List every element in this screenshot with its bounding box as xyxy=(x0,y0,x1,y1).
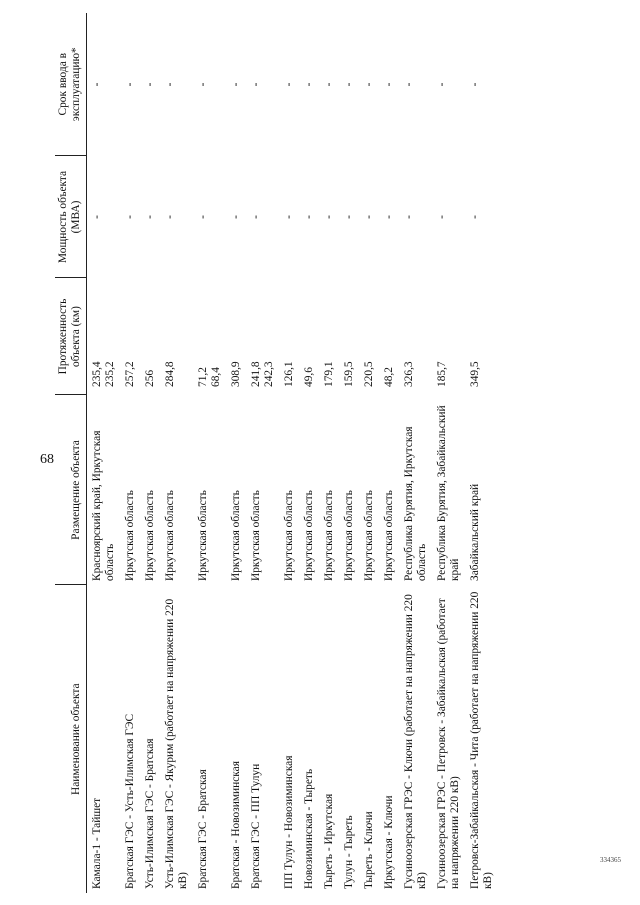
cell-date: - xyxy=(230,82,242,87)
table-header xyxy=(55,13,87,893)
cell-length: 49,6 xyxy=(303,367,315,387)
cell-power: - xyxy=(124,215,136,219)
cell-location: Иркутская область xyxy=(250,490,262,581)
cell-date: - xyxy=(403,82,415,87)
cell-name: Усть-Илимская ГЭС - Якурим (работает на напряжении 220 кВ) xyxy=(164,598,189,889)
cell-date: - xyxy=(469,82,481,87)
cell-length: 284,8 xyxy=(164,361,176,387)
cell-length: 235,4 235,2 xyxy=(91,361,116,387)
cell-power: - xyxy=(303,215,315,219)
cell-location: Иркутская область xyxy=(164,490,176,581)
cell-length: 159,5 xyxy=(343,361,355,387)
table-row xyxy=(193,13,226,893)
cell-name: Тулун - Тыреть xyxy=(343,815,355,889)
cell-power: - xyxy=(469,215,481,219)
header-location: Размещение объекта xyxy=(55,395,87,585)
cell-location: Республика Бурятия, Иркутская область xyxy=(403,426,428,581)
cell-length: 326,3 xyxy=(403,361,415,387)
cell-date: - xyxy=(383,82,395,87)
cell-power: - xyxy=(250,215,262,219)
cell-length: 71,2 68,4 xyxy=(197,367,222,387)
cell-length: 126,1 xyxy=(283,361,295,387)
cell-location: Красноярский край, Иркутская область xyxy=(91,430,116,581)
rotated-table-frame xyxy=(55,13,590,893)
cell-date: - xyxy=(164,82,176,87)
cell-location: Иркутская область xyxy=(230,490,242,581)
cell-length: 48,2 xyxy=(383,367,395,387)
cell-location: Иркутская область xyxy=(383,490,395,581)
cell-date: - xyxy=(91,82,103,87)
cell-length: 185,7 xyxy=(436,361,448,387)
cell-location: Иркутская область xyxy=(144,490,156,581)
table-row xyxy=(87,13,121,893)
cell-name: ПП Тулун - Новозиминская xyxy=(283,755,295,889)
cell-power: - xyxy=(363,215,375,219)
cell-name: Иркутская - Ключи xyxy=(383,795,395,889)
header-length: Протяженность объекта (км) xyxy=(55,278,87,395)
table-body xyxy=(87,13,499,893)
cell-date: - xyxy=(323,82,335,87)
cell-location: Иркутская область xyxy=(343,490,355,581)
cell-location: Иркутская область xyxy=(197,490,209,581)
cell-location: Республика Бурятия, Забайкальский край xyxy=(436,405,461,581)
cell-name: Петровск-Забайкальская - Чита (работает на напряжении 220 кВ) xyxy=(469,591,494,889)
header-date: Срок ввода в эксплуатацию* xyxy=(55,13,87,156)
cell-location: Иркутская область xyxy=(323,490,335,581)
cell-date: - xyxy=(124,82,136,87)
cell-power: - xyxy=(164,215,176,219)
cell-power: - xyxy=(144,215,156,219)
cell-name: Братская ГЭС - ПП Тулун xyxy=(250,763,262,889)
cell-name: Братская ГЭС - Усть-Илимская ГЭС xyxy=(124,713,136,889)
cell-name: Тыреть - Иркутская xyxy=(323,793,335,889)
cell-location: Иркутская область xyxy=(303,490,315,581)
cell-power: - xyxy=(343,215,355,219)
cell-name: Братская ГЭС - Братская xyxy=(197,769,209,889)
table-row xyxy=(379,13,399,893)
cell-date: - xyxy=(197,82,209,87)
table-row xyxy=(120,13,140,893)
cell-date: - xyxy=(250,82,262,87)
cell-length: 256 xyxy=(144,369,156,387)
cell-power: - xyxy=(436,215,448,219)
table-row xyxy=(160,13,193,893)
table-row xyxy=(339,13,359,893)
cell-date: - xyxy=(363,82,375,87)
table-row xyxy=(299,13,319,893)
table-row xyxy=(465,13,498,893)
cell-date: - xyxy=(283,82,295,87)
table-row xyxy=(226,13,246,893)
cell-name: Тыреть - Ключи xyxy=(363,811,375,889)
table-row xyxy=(432,13,465,893)
cell-name: Камала-1 - Тайшет xyxy=(91,797,103,889)
cell-power: - xyxy=(403,215,415,219)
cell-name: Новозиминская - Тыреть xyxy=(303,768,315,889)
cell-power: - xyxy=(91,215,103,219)
cell-length: 241,8 242,3 xyxy=(250,361,275,387)
table-row xyxy=(279,13,299,893)
cell-length: 257,2 xyxy=(124,361,136,387)
cell-location: Иркутская область xyxy=(363,490,375,581)
cell-date: - xyxy=(436,82,448,87)
cell-power: - xyxy=(197,215,209,219)
page-number: 68 xyxy=(40,452,54,467)
table-row xyxy=(140,13,160,893)
cell-length: 179,1 xyxy=(323,361,335,387)
cell-power: - xyxy=(383,215,395,219)
table-row xyxy=(319,13,339,893)
header-name: Наименование объекта xyxy=(55,585,87,893)
cell-name: Гусиноозерская ГРЭС - Петровск - Забайкальская (работает на напряжении 220 кВ) xyxy=(436,598,461,889)
table-row xyxy=(399,13,432,893)
cell-date: - xyxy=(303,82,315,87)
cell-date: - xyxy=(343,82,355,87)
cell-date: - xyxy=(144,82,156,87)
cell-name: Братская - Новозиминская xyxy=(230,761,242,889)
cell-location: Забайкальский край xyxy=(469,483,481,581)
table-row xyxy=(359,13,379,893)
cell-length: 220,5 xyxy=(363,361,375,387)
cell-length: 308,9 xyxy=(230,361,242,387)
cell-length: 349,5 xyxy=(469,361,481,387)
cell-name: Усть-Илимская ГЭС - Братская xyxy=(144,738,156,889)
cell-power: - xyxy=(323,215,335,219)
document-code: 334365 xyxy=(600,856,621,864)
cell-power: - xyxy=(283,215,295,219)
cell-name: Гусиноозерская ГРЭС - Ключи (работает на напряжении 220 кВ) xyxy=(403,594,428,889)
cell-location: Иркутская область xyxy=(283,490,295,581)
cell-location: Иркутская область xyxy=(124,490,136,581)
cell-power: - xyxy=(230,215,242,219)
header-power: Мощность объекта (МВА) xyxy=(55,156,87,278)
table-row xyxy=(246,13,279,893)
objects-table xyxy=(55,13,498,893)
